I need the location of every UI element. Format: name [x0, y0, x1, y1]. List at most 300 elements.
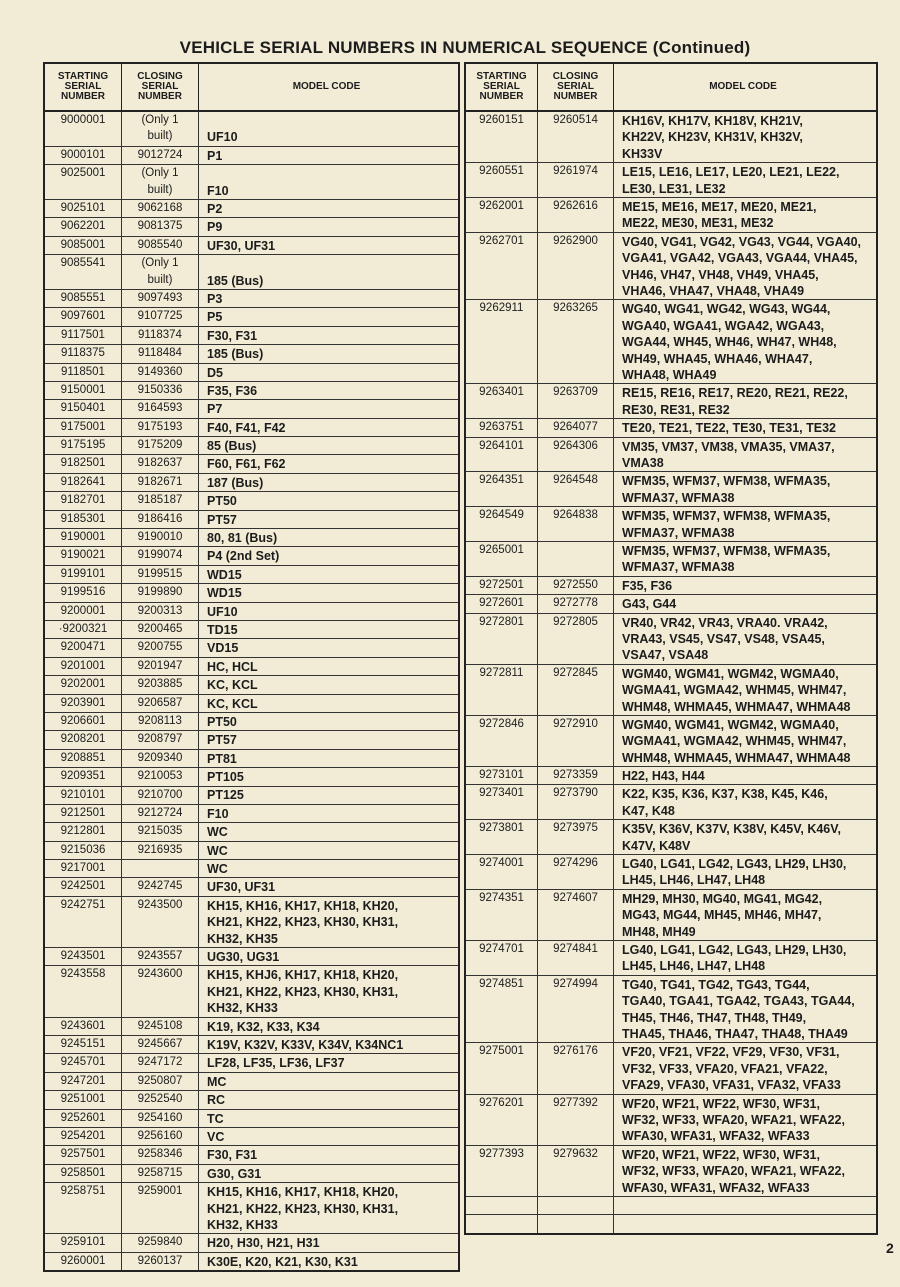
model-code-cell: VD15 [207, 641, 239, 656]
starting-serial-cell: 9264101 [466, 438, 538, 472]
model-code-cell: P3 [207, 291, 223, 306]
closing-serial-cell: 9274994 [538, 976, 614, 1043]
starting-serial-cell: 9085541 [45, 255, 122, 289]
starting-serial-cell: 9252601 [45, 1110, 122, 1127]
serial-table-left [43, 62, 460, 1272]
table-row [45, 805, 458, 823]
closing-serial-cell: 9263709 [538, 384, 614, 418]
starting-serial-cell: 9150001 [45, 382, 122, 399]
starting-serial-cell: 9264351 [466, 472, 538, 506]
table-row [466, 233, 876, 301]
closing-serial-cell: 9272910 [538, 716, 614, 766]
header-closing: CLOSING SERIAL NUMBER [122, 64, 199, 110]
starting-serial-cell: 9274001 [466, 855, 538, 889]
starting-serial-cell: 9274851 [466, 976, 538, 1043]
closing-serial-cell: 9279632 [538, 1146, 614, 1196]
model-code-cell: UG30, UG31 [207, 950, 280, 965]
closing-serial-cell: 9259001 [122, 1183, 199, 1233]
table-row [45, 878, 458, 896]
model-code-cell: K22, K35, K36, K37, K38, K45, K46, K47, K48 [622, 787, 828, 818]
model-code-cell: UF30, UF31 [207, 238, 276, 253]
starting-serial-cell: 9247201 [45, 1073, 122, 1090]
closing-serial-cell: 9264838 [538, 507, 614, 541]
starting-serial-cell: 9263401 [466, 384, 538, 418]
table-row [45, 639, 458, 657]
closing-serial-cell: 9252540 [122, 1091, 199, 1108]
table-row [466, 976, 876, 1044]
table-row [45, 165, 458, 200]
starting-serial-cell: 9215036 [45, 842, 122, 859]
closing-serial-cell: 9182671 [122, 474, 199, 491]
starting-serial-cell: 9085551 [45, 290, 122, 307]
closing-serial-cell [538, 1197, 614, 1214]
starting-serial-cell: 9258501 [45, 1165, 122, 1182]
model-code-cell: WD15 [207, 586, 242, 601]
closing-serial-cell: 9272550 [538, 577, 614, 594]
starting-serial-cell: 9272601 [466, 595, 538, 612]
table-row [45, 511, 458, 529]
model-code-cell: TD15 [207, 622, 238, 637]
model-code-cell: WC [207, 862, 228, 877]
closing-serial-cell: 9215035 [122, 823, 199, 840]
closing-serial-cell: 9250807 [122, 1073, 199, 1090]
model-code-cell: KH16V, KH17V, KH18V, KH21V, KH22V, KH23V, KH31V, KH32V, KH33V [622, 114, 803, 161]
model-code-cell: UF30, UF31 [207, 880, 276, 895]
model-code-cell: KH15, KH16, KH17, KH18, KH20, KH21, KH22, KH23, KH30, KH31, KH32, KH33 [207, 1185, 399, 1232]
starting-serial-cell: 9208201 [45, 731, 122, 748]
table-row [45, 695, 458, 713]
closing-serial-cell: 9208797 [122, 731, 199, 748]
closing-serial-cell: 9182637 [122, 455, 199, 472]
starting-serial-cell: 9201001 [45, 658, 122, 675]
starting-serial-cell: 9182501 [45, 455, 122, 472]
starting-serial-cell: 9262701 [466, 233, 538, 300]
model-code-cell: F30, F31 [207, 328, 258, 343]
model-code-cell: VM35, VM37, VM38, VMA35, VMA37, VMA38 [622, 439, 835, 470]
model-code-cell: F40, F41, F42 [207, 420, 286, 435]
table-row [45, 290, 458, 308]
closing-serial-cell: 9186416 [122, 511, 199, 528]
starting-serial-cell: 9097601 [45, 308, 122, 325]
starting-serial-cell: 9242501 [45, 878, 122, 895]
model-code-cell: D5 [207, 365, 223, 380]
starting-serial-cell: 9200001 [45, 603, 122, 620]
table-row [466, 767, 876, 785]
table-row [466, 595, 876, 613]
table-row [466, 614, 876, 665]
header-closing: CLOSING SERIAL NUMBER [538, 64, 614, 110]
model-code-cell: P7 [207, 402, 223, 417]
model-code-cell: PT57 [207, 733, 237, 748]
starting-serial-cell: 9277393 [466, 1146, 538, 1196]
model-code-cell: VR40, VR42, VR43, VRA40. VRA42, VRA43, VS45, VS47, VS48, VSA45, VSA47, VSA48 [622, 615, 828, 663]
table-row [45, 455, 458, 473]
model-code-cell: PT50 [207, 494, 237, 509]
table-row [45, 1234, 458, 1252]
table-row [45, 437, 458, 455]
closing-serial-cell: 9272805 [538, 614, 614, 664]
model-code-cell: UF10 [207, 604, 238, 619]
closing-serial-cell: 9085540 [122, 237, 199, 254]
closing-serial-cell: 9164593 [122, 400, 199, 417]
model-code-cell: LF28, LF35, LF36, LF37 [207, 1056, 345, 1071]
table-row [45, 308, 458, 326]
closing-serial-cell [538, 1215, 614, 1232]
closing-serial-cell: (Only 1 built) [122, 165, 199, 199]
model-code-cell: KC, KCL [207, 696, 258, 711]
table-row [45, 897, 458, 948]
model-code-cell: PT81 [207, 751, 237, 766]
closing-serial-cell: 9260137 [122, 1253, 199, 1270]
model-code-cell: P1 [207, 148, 223, 163]
model-code-cell: LG40, LG41, LG42, LG43, LH29, LH30, LH45, LH46, LH47, LH48 [622, 857, 847, 888]
closing-serial-cell: 9107725 [122, 308, 199, 325]
closing-serial-cell: 9199074 [122, 547, 199, 564]
starting-serial-cell: 9025001 [45, 165, 122, 199]
closing-serial-cell: 9263265 [538, 300, 614, 383]
model-code-cell: WC [207, 825, 228, 840]
closing-serial-cell: 9243557 [122, 948, 199, 965]
model-code-cell: G30, G31 [207, 1166, 262, 1181]
closing-serial-cell: 9262616 [538, 198, 614, 232]
starting-serial-cell: 9245151 [45, 1036, 122, 1053]
starting-serial-cell: 9243601 [45, 1018, 122, 1035]
closing-serial-cell: 9185187 [122, 492, 199, 509]
starting-serial-cell: 9212501 [45, 805, 122, 822]
table-row [466, 941, 876, 976]
closing-serial-cell: 9272845 [538, 665, 614, 715]
model-code-cell: RC [207, 1093, 226, 1108]
table-row [45, 1091, 458, 1109]
starting-serial-cell: 9273101 [466, 767, 538, 784]
model-code-cell: K35V, K36V, K37V, K38V, K45V, K46V, K47V, K48V [622, 822, 841, 853]
model-code-cell: WFM35, WFM37, WFM38, WFMA35, WFMA37, WFMA38 [622, 474, 831, 505]
starting-serial-cell: 9254201 [45, 1128, 122, 1145]
closing-serial-cell: 9216935 [122, 842, 199, 859]
closing-serial-cell: 9175209 [122, 437, 199, 454]
model-code-cell: 185 (Bus) [207, 273, 264, 288]
table-row [45, 860, 458, 878]
starting-serial-cell: 9274701 [466, 941, 538, 975]
starting-serial-cell: 9276201 [466, 1095, 538, 1145]
starting-serial-cell: 9265001 [466, 542, 538, 576]
table-row [45, 621, 458, 639]
table-header [45, 64, 458, 112]
starting-serial-cell: 9274351 [466, 890, 538, 940]
starting-serial-cell: 9264549 [466, 507, 538, 541]
model-code-cell: F10 [207, 183, 229, 198]
closing-serial-cell: 9208113 [122, 713, 199, 730]
model-code-cell: HC, HCL [207, 659, 258, 674]
starting-serial-cell: 9275001 [466, 1043, 538, 1093]
header-starting: STARTING SERIAL NUMBER [45, 64, 122, 110]
model-code-cell: TE20, TE21, TE22, TE30, TE31, TE32 [622, 421, 836, 436]
table-row [45, 1036, 458, 1054]
model-code-cell [614, 1197, 872, 1214]
table-row [466, 1043, 876, 1094]
table-row [45, 112, 458, 147]
model-code-cell: KC, KCL [207, 678, 258, 693]
table-row [45, 676, 458, 694]
table-row [45, 419, 458, 437]
table-row [466, 438, 876, 473]
closing-serial-cell: 9262900 [538, 233, 614, 300]
closing-serial-cell: 9273975 [538, 820, 614, 854]
starting-serial-cell: 9209351 [45, 768, 122, 785]
table-row [45, 750, 458, 768]
model-code-cell: LG40, LG41, LG42, LG43, LH29, LH30, LH45, LH46, LH47, LH48 [622, 943, 847, 974]
page-number: 2 [886, 1240, 894, 1256]
table-row [466, 300, 876, 384]
model-code-cell: H20, H30, H21, H31 [207, 1236, 320, 1251]
starting-serial-cell: 9243558 [45, 966, 122, 1016]
table-row [45, 1183, 458, 1234]
model-code-cell: 80, 81 (Bus) [207, 531, 278, 546]
closing-serial-cell [538, 542, 614, 576]
table-row [466, 507, 876, 542]
closing-serial-cell: 9097493 [122, 290, 199, 307]
model-code-cell: MH29, MH30, MG40, MG41, MG42, MG43, MG44, MH45, MH46, MH47, MH48, MH49 [622, 891, 823, 939]
table-row [45, 1146, 458, 1164]
closing-serial-cell: 9254160 [122, 1110, 199, 1127]
closing-serial-cell: 9245108 [122, 1018, 199, 1035]
model-code-cell: WGM40, WGM41, WGM42, WGMA40, WGMA41, WGMA42, WHM45, WHM47, WHM48, WHMA45, WHMA47, WHMA48 [622, 717, 851, 765]
closing-serial-cell: 9242745 [122, 878, 199, 895]
starting-serial-cell: 9062201 [45, 218, 122, 235]
closing-serial-cell: 9272778 [538, 595, 614, 612]
starting-serial-cell: 9150401 [45, 400, 122, 417]
starting-serial-cell [466, 1215, 538, 1232]
starting-serial-cell [466, 1197, 538, 1214]
table-row [466, 112, 876, 163]
model-code-cell: KH15, KHJ6, KH17, KH18, KH20, KH21, KH22, KH23, KH30, KH31, KH32, KH33 [207, 968, 399, 1016]
closing-serial-cell: 9258346 [122, 1146, 199, 1163]
page-title: VEHICLE SERIAL NUMBERS IN NUMERICAL SEQUENCE (Continued) [179, 38, 751, 57]
model-code-cell: LE15, LE16, LE17, LE20, LE21, LE22, LE30, LE31, LE32 [622, 165, 840, 196]
table-body [45, 112, 458, 1270]
starting-serial-cell: 9260551 [466, 163, 538, 197]
table-row [45, 584, 458, 602]
starting-serial-cell: 9185301 [45, 511, 122, 528]
model-code-cell: F35, F36 [622, 578, 673, 593]
table-row [466, 1215, 876, 1232]
header-model: MODEL CODE [709, 81, 777, 92]
table-row [45, 966, 458, 1017]
model-code-cell: WGM40, WGM41, WGM42, WGMA40, WGMA41, WGMA42, WHM45, WHM47, WHM48, WHMA45, WHMA47, WHMA48 [622, 666, 851, 714]
starting-serial-cell: 9260151 [466, 112, 538, 162]
model-code-cell: PT50 [207, 714, 237, 729]
closing-serial-cell: 9247172 [122, 1054, 199, 1071]
starting-serial-cell: 9025101 [45, 200, 122, 217]
model-code-cell: F30, F31 [207, 1148, 258, 1163]
model-code-cell: F10 [207, 806, 229, 821]
table-row [466, 542, 876, 577]
table-row [466, 820, 876, 855]
table-row [45, 658, 458, 676]
table-row [45, 327, 458, 345]
starting-serial-cell: 9260001 [45, 1253, 122, 1270]
starting-serial-cell: 9259101 [45, 1234, 122, 1251]
starting-serial-cell: 9182701 [45, 492, 122, 509]
closing-serial-cell: 9273790 [538, 785, 614, 819]
closing-serial-cell: 9274296 [538, 855, 614, 889]
table-row [45, 823, 458, 841]
model-code-cell: H22, H43, H44 [622, 769, 705, 784]
closing-serial-cell: 9012724 [122, 147, 199, 164]
closing-serial-cell: 9210700 [122, 787, 199, 804]
table-row [45, 255, 458, 290]
closing-serial-cell: 9206587 [122, 695, 199, 712]
starting-serial-cell: 9272501 [466, 577, 538, 594]
closing-serial-cell: 9261974 [538, 163, 614, 197]
closing-serial-cell: 9199890 [122, 584, 199, 601]
table-row [45, 547, 458, 565]
starting-serial-cell: 9210101 [45, 787, 122, 804]
starting-serial-cell: 9217001 [45, 860, 122, 877]
closing-serial-cell: 9149360 [122, 364, 199, 381]
closing-serial-cell: 9118374 [122, 327, 199, 344]
starting-serial-cell: 9190021 [45, 547, 122, 564]
closing-serial-cell: 9259840 [122, 1234, 199, 1251]
closing-serial-cell: 9175193 [122, 419, 199, 436]
starting-serial-cell: 9206601 [45, 713, 122, 730]
table-row [45, 218, 458, 236]
table-row [466, 472, 876, 507]
starting-serial-cell: 9175001 [45, 419, 122, 436]
table-row [45, 492, 458, 510]
model-code-cell: F60, F61, F62 [207, 457, 286, 472]
table-row [45, 566, 458, 584]
table-row [45, 948, 458, 966]
closing-serial-cell: 9264077 [538, 419, 614, 436]
starting-serial-cell: 9257501 [45, 1146, 122, 1163]
table-row [466, 855, 876, 890]
closing-serial-cell: 9258715 [122, 1165, 199, 1182]
starting-serial-cell: 9118501 [45, 364, 122, 381]
starting-serial-cell: 9200471 [45, 639, 122, 656]
closing-serial-cell: 9274607 [538, 890, 614, 940]
starting-serial-cell: 9242751 [45, 897, 122, 947]
model-code-cell: VF20, VF21, VF22, VF29, VF30, VF31, VF32, VF33, VFA20, VFA21, VFA22, VFA29, VFA30, VFA31, VFA32, VFA33 [622, 1045, 841, 1093]
model-code-cell: KH15, KH16, KH17, KH18, KH20, KH21, KH22, KH23, KH30, KH31, KH32, KH35 [207, 898, 399, 946]
starting-serial-cell: 9212801 [45, 823, 122, 840]
closing-serial-cell: 9200313 [122, 603, 199, 620]
model-code-cell: P5 [207, 310, 223, 325]
model-code-cell: WD15 [207, 567, 242, 582]
model-code-cell: K30E, K20, K21, K30, K31 [207, 1254, 358, 1269]
starting-serial-cell: 9190001 [45, 529, 122, 546]
closing-serial-cell: 9264306 [538, 438, 614, 472]
starting-serial-cell: 9199101 [45, 566, 122, 583]
starting-serial-cell: 9245701 [45, 1054, 122, 1071]
starting-serial-cell: 9258751 [45, 1183, 122, 1233]
model-code-cell [614, 1215, 872, 1232]
table-row [45, 842, 458, 860]
model-code-cell: 187 (Bus) [207, 475, 264, 490]
model-code-cell: RE15, RE16, RE17, RE20, RE21, RE22, RE30, RE31, RE32 [622, 386, 848, 417]
model-code-cell: UF10 [207, 130, 238, 145]
model-code-cell: K19, K32, K33, K34 [207, 1019, 320, 1034]
table-row [466, 198, 876, 233]
table-row [45, 787, 458, 805]
table-row [45, 1110, 458, 1128]
closing-serial-cell: 9274841 [538, 941, 614, 975]
serial-table-right [464, 62, 878, 1235]
starting-serial-cell: ·9200321 [45, 621, 122, 638]
model-code-cell: F35, F36 [207, 383, 258, 398]
closing-serial-cell: 9243600 [122, 966, 199, 1016]
closing-serial-cell: 9210053 [122, 768, 199, 785]
model-code-cell: P9 [207, 220, 223, 235]
closing-serial-cell: 9264548 [538, 472, 614, 506]
starting-serial-cell: 9117501 [45, 327, 122, 344]
table-row [45, 768, 458, 786]
table-row [466, 785, 876, 820]
closing-serial-cell: 9256160 [122, 1128, 199, 1145]
starting-serial-cell: 9262911 [466, 300, 538, 383]
closing-serial-cell: 9277392 [538, 1095, 614, 1145]
closing-serial-cell: (Only 1 built) [122, 255, 199, 289]
table-row [466, 1197, 876, 1215]
table-row [45, 731, 458, 749]
closing-serial-cell: 9062168 [122, 200, 199, 217]
closing-serial-cell: 9199515 [122, 566, 199, 583]
starting-serial-cell: 9199516 [45, 584, 122, 601]
table-row [45, 1054, 458, 1072]
table-row [45, 603, 458, 621]
table-row [466, 577, 876, 595]
model-code-cell: MC [207, 1074, 227, 1089]
model-code-cell: WC [207, 843, 228, 858]
starting-serial-cell: 9000001 [45, 112, 122, 146]
table-row [466, 1146, 876, 1197]
model-code-cell: K19V, K32V, K33V, K34V, K34NC1 [207, 1037, 404, 1052]
table-row [45, 364, 458, 382]
table-row [45, 529, 458, 547]
starting-serial-cell: 9203901 [45, 695, 122, 712]
closing-serial-cell: 9201947 [122, 658, 199, 675]
header-starting: STARTING SERIAL NUMBER [466, 64, 538, 110]
model-code-cell: ME15, ME16, ME17, ME20, ME21, ME22, ME30, ME31, ME32 [622, 199, 817, 231]
closing-serial-cell: 9245667 [122, 1036, 199, 1053]
model-code-cell: 85 (Bus) [207, 439, 257, 454]
model-code-cell: WFM35, WFM37, WFM38, WFMA35, WFMA37, WFMA38 [622, 509, 831, 540]
starting-serial-cell: 9085001 [45, 237, 122, 254]
starting-serial-cell: 9175195 [45, 437, 122, 454]
table-row [466, 419, 876, 437]
model-code-cell: WG40, WG41, WG42, WG43, WG44, WGA40, WGA41, WGA42, WGA43, WGA44, WH45, WH46, WH47, WH48, WH49, WHA45, WHA46, WHA47, WHA48, WHA49 [622, 302, 837, 382]
table-row [45, 147, 458, 165]
model-code-cell: G43, G44 [622, 597, 677, 612]
closing-serial-cell: 9118484 [122, 345, 199, 362]
starting-serial-cell: 9272801 [466, 614, 538, 664]
header-model: MODEL CODE [292, 81, 361, 92]
closing-serial-cell: 9260514 [538, 112, 614, 162]
model-code-cell: VG40, VG41, VG42, VG43, VG44, VGA40, VGA41, VGA42, VGA43, VGA44, VHA45, VH46, VH47, VH48, VH49, VHA45, VHA46, VHA47, VHA48, VHA49 [622, 234, 862, 298]
table-row [45, 382, 458, 400]
model-code-cell: P4 (2nd Set) [207, 549, 280, 564]
starting-serial-cell: 9118375 [45, 345, 122, 362]
closing-serial-cell: 9200755 [122, 639, 199, 656]
table-row [45, 1073, 458, 1091]
starting-serial-cell: 9251001 [45, 1091, 122, 1108]
closing-serial-cell: 9200465 [122, 621, 199, 638]
model-code-cell: TC [207, 1111, 224, 1126]
closing-serial-cell: 9209340 [122, 750, 199, 767]
starting-serial-cell: 9182641 [45, 474, 122, 491]
table-row [45, 474, 458, 492]
table-row [45, 1165, 458, 1183]
